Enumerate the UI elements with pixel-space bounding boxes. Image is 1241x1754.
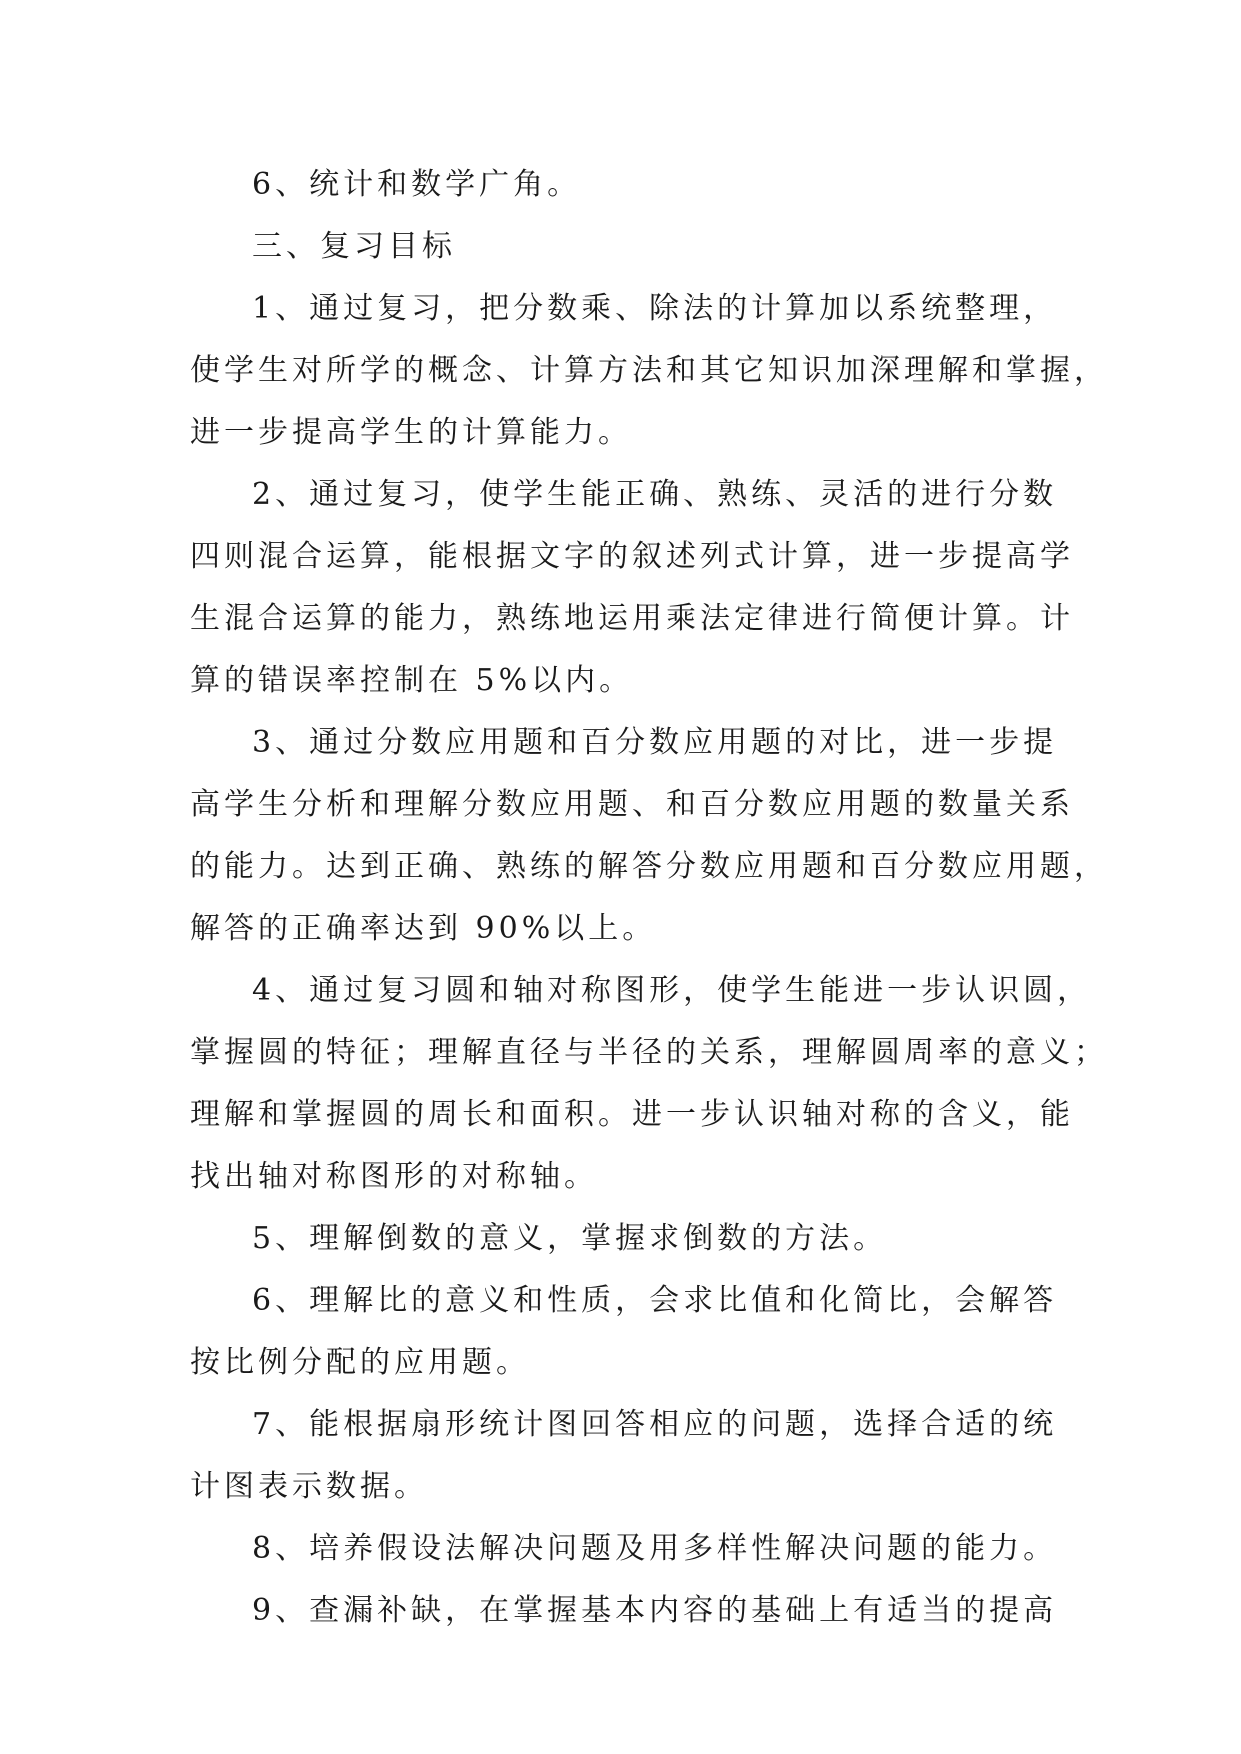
text-line: 9、查漏补缺，在掌握基本内容的基础上有适当的提高	[252, 1593, 1058, 1628]
text-line: 4、通过复习圆和轴对称图形，使学生能进一步认识圆，	[252, 973, 1092, 1008]
text-line: 3、通过分数应用题和百分数应用题的对比，进一步提	[252, 725, 1058, 760]
text-line: 1、通过复习，把分数乘、除法的计算加以系统整理，	[252, 291, 1058, 326]
text-line: 进一步提高学生的计算能力。	[190, 415, 632, 450]
text-line: 6、统计和数学广角。	[252, 167, 582, 202]
text-line: 的能力。达到正确、熟练的解答分数应用题和百分数应用题，	[190, 849, 1108, 884]
text-line: 按比例分配的应用题。	[190, 1345, 530, 1380]
text-line: 计图表示数据。	[190, 1469, 428, 1504]
text-line: 7、能根据扇形统计图回答相应的问题，选择合适的统	[252, 1407, 1058, 1442]
text-line: 使学生对所学的概念、计算方法和其它知识加深理解和掌握，	[190, 353, 1108, 388]
text-line: 解答的正确率达到 90%以上。	[190, 911, 657, 946]
text-line: 算的错误率控制在 5%以内。	[190, 663, 634, 698]
text-line: 四则混合运算，能根据文字的叙述列式计算，进一步提高学	[190, 539, 1074, 574]
text-line: 找出轴对称图形的对称轴。	[190, 1159, 598, 1194]
text-line: 8、培养假设法解决问题及用多样性解决问题的能力。	[252, 1531, 1058, 1566]
text-line: 掌握圆的特征；理解直径与半径的关系，理解圆周率的意义；	[190, 1035, 1108, 1070]
text-line: 高学生分析和理解分数应用题、和百分数应用题的数量关系	[190, 787, 1074, 822]
section-heading: 三、复习目标	[252, 229, 456, 264]
text-line: 生混合运算的能力，熟练地运用乘法定律进行简便计算。计	[190, 601, 1074, 636]
text-line: 5、理解倒数的意义，掌握求倒数的方法。	[252, 1221, 888, 1256]
text-line: 6、理解比的意义和性质，会求比值和化简比，会解答	[252, 1283, 1058, 1318]
text-line: 2、通过复习，使学生能正确、熟练、灵活的进行分数	[252, 477, 1058, 512]
text-line: 理解和掌握圆的周长和面积。进一步认识轴对称的含义，能	[190, 1097, 1074, 1132]
